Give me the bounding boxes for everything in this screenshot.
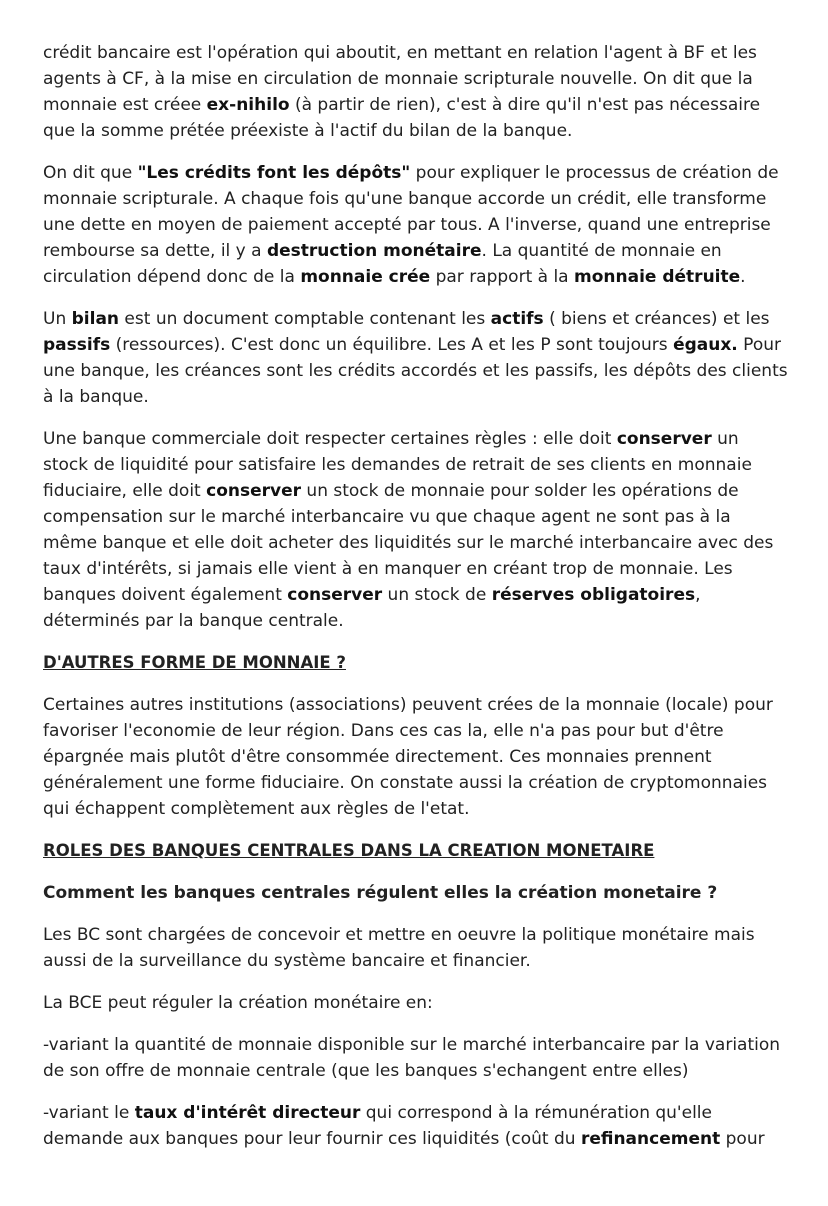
paragraph-bce-regule: La BCE peut réguler la création monétaire en: (43, 993, 433, 1013)
text-span: -variant le (43, 1103, 135, 1123)
heading-autres-formes-monnaie: D'AUTRES FORME DE MONNAIE ? (43, 653, 346, 672)
text-span: crédit bancaire est l'opération qui aboutit, en mettant en relation l'agent à BF et les agents à CF, à la mise en circulation de monnaie scripturale nouvelle. On dit que la monnaie est créee (43, 43, 757, 115)
bold-term: monnaie crée (300, 267, 431, 287)
paragraph-variant-taux (43, 1100, 788, 1152)
bold-term: conserver (616, 429, 712, 449)
bold-term: ex-nihilo (206, 95, 290, 115)
paragraph-credit-bancaire (43, 40, 788, 144)
text-span: . La quantité de monnaie en circulation dépend donc de la (43, 241, 722, 287)
paragraph-banque-commerciale (43, 426, 788, 634)
bold-term: conserver (206, 481, 302, 501)
heading-roles-banques-centrales: ROLES DES BANQUES CENTRALES DANS LA CREATION MONETAIRE (43, 841, 655, 860)
text-span: , déterminés par la banque centrale. (43, 585, 701, 631)
subheading-question-regulation: Comment les banques centrales régulent elles la création monetaire ? (43, 883, 718, 903)
bold-term: taux d'intérêt directeur (134, 1103, 361, 1123)
text-span: On dit que (43, 163, 138, 183)
bold-term: "Les crédits font les dépôts" (137, 163, 411, 183)
text-span: qui correspond à la rémunération qu'elle demande aux banques pour leur fournir ces liquidités (coût du (43, 1103, 712, 1149)
bold-term: réserves obligatoires (491, 585, 696, 605)
text-span: ( biens et créances) et les (543, 309, 770, 329)
text-span: pour expliquer le processus de création de monnaie scripturale. A chaque fois qu'une banque accorde un crédit, elle transforme une dette en moyen de paiement accepté par tous. A l'inverse, quand une entreprise rembourse sa dette, il y a (43, 163, 779, 261)
text-span: un stock de liquidité pour satisfaire les demandes de retrait de ses clients en monnaie fiduciaire, elle doit (43, 429, 752, 501)
bold-term: actifs (490, 309, 544, 329)
paragraph-credits-font-depots (43, 160, 788, 290)
paragraph-variant-quantite: -variant la quantité de monnaie disponible sur le marché interbancaire par la variation de son offre de monnaie centrale (que les banques s'echangent entre elles) (43, 1035, 781, 1081)
bold-term: égaux. (673, 335, 738, 355)
text-span: un stock de monnaie pour solder les opérations de compensation sur le marché interbancaire vu que chaque agent ne sont pas à la même banque et elle doit acheter des liquidités sur le marché interbancaire avec des taux d'intérêts, si jamais elle vient à en manquer en créant trop de monnaie. Les banques doivent également (43, 481, 774, 605)
text-span: Pour une banque, les créances sont les crédits accordés et les passifs, les dépôts des clients à la banque. (43, 335, 788, 407)
text-span: (à partir de rien), c'est à dire qu'il n'est pas nécessaire que la somme prétée préexiste à l'actif du bilan de la banque. (43, 95, 761, 141)
text-span: est un document comptable contenant les (119, 309, 491, 329)
text-span: Une banque commerciale doit respecter certaines règles : elle doit (43, 429, 617, 449)
bold-term: destruction monétaire (266, 241, 482, 261)
bold-term: passifs (43, 335, 111, 355)
text-span: Un (43, 309, 72, 329)
text-span: par rapport à la (430, 267, 575, 287)
text-span: pour (720, 1129, 765, 1149)
bold-term: monnaie détruite (574, 267, 741, 287)
bold-term: conserver (287, 585, 383, 605)
paragraph-bc-chargees: Les BC sont chargées de concevoir et mettre en oeuvre la politique monétaire mais aussi de la surveillance du système bancaire et financier. (43, 925, 755, 971)
bold-term: bilan (71, 309, 120, 329)
paragraph-bilan (43, 306, 788, 410)
text-span: . (740, 267, 746, 287)
bold-term: refinancement (580, 1129, 721, 1149)
text-span: (ressources). C'est donc un équilibre. Les A et les P sont toujours (110, 335, 674, 355)
text-span: un stock de (382, 585, 492, 605)
paragraph-monnaies-locales: Certaines autres institutions (associations) peuvent crées de la monnaie (locale) pour favoriser l'economie de leur région. Dans ces cas la, elle n'a pas pour but d'être épargnée mais plutôt d'être consommée directement. Ces monnaies prennent généralement une forme fiduciaire. On constate aussi la création de cryptomonnaies qui échappent complètement aux règles de l'etat. (43, 695, 773, 819)
